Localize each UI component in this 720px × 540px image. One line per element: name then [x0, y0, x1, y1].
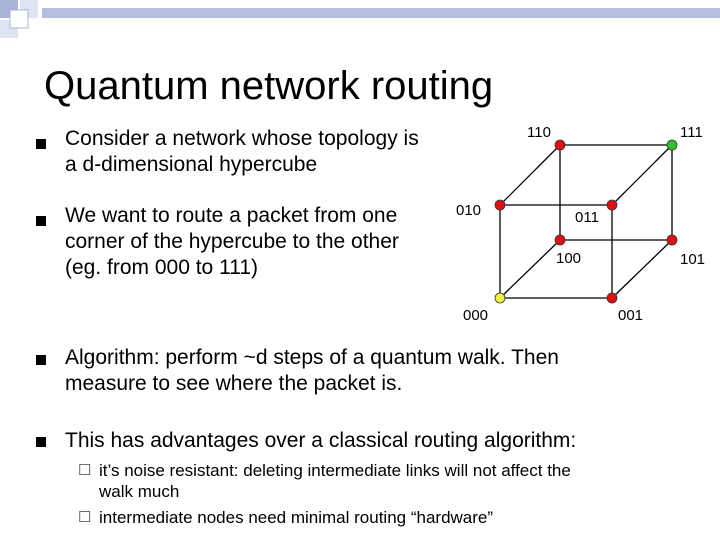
bullet-text-line: Algorithm: perform ~d steps of a quantum walk. Then — [65, 346, 559, 369]
slide-title: Quantum network routing — [44, 64, 494, 108]
checkbox-bullet-icon: ☐ — [78, 509, 92, 526]
corner-decoration — [0, 0, 720, 40]
node-010 — [495, 200, 505, 210]
sub-bullet-text-line: intermediate nodes need minimal routing “hardware” — [99, 508, 494, 527]
edge — [612, 145, 672, 205]
node-label-111: 111 — [680, 124, 703, 141]
node-101 — [667, 235, 677, 245]
bullet-marker — [36, 437, 46, 447]
bullet-text-line: This has advantages over a classical routing algorithm: — [65, 429, 577, 452]
node-label-010: 010 — [456, 202, 482, 219]
bullet-text-line: a d-dimensional hypercube — [65, 153, 318, 176]
node-label-110: 110 — [527, 124, 551, 141]
bullet-text-line: We want to route a packet from one — [65, 204, 398, 227]
node-111 — [667, 140, 677, 150]
node-011 — [607, 200, 617, 210]
bullet-text-line: (eg. from 000 to 111) — [65, 256, 258, 279]
node-label-001: 001 — [618, 307, 644, 324]
edge — [500, 145, 560, 205]
bullet-text-line: Consider a network whose topology is — [65, 127, 419, 150]
bullet-text-line: corner of the hypercube to the other — [65, 230, 399, 253]
checkbox-bullet-icon: ☐ — [78, 462, 92, 479]
bullet-text-line: measure to see where the packet is. — [65, 372, 403, 395]
bullet-marker — [36, 139, 46, 149]
hypercube-diagram — [440, 110, 720, 330]
node-001 — [607, 293, 617, 303]
bullet-marker — [36, 216, 46, 226]
node-label-000: 000 — [463, 307, 489, 324]
node-100 — [555, 235, 565, 245]
bullet-marker — [36, 355, 46, 365]
edge — [500, 240, 560, 298]
node-label-011: 011 — [575, 209, 599, 226]
sub-bullet-text-line: walk much — [99, 482, 180, 501]
node-110 — [555, 140, 565, 150]
node-label-100: 100 — [556, 250, 582, 267]
node-label-101: 101 — [680, 251, 706, 268]
edge — [612, 240, 672, 298]
node-000 — [495, 293, 505, 303]
sub-bullet-text-line: it’s noise resistant: deleting intermediate links will not affect the — [99, 461, 571, 480]
